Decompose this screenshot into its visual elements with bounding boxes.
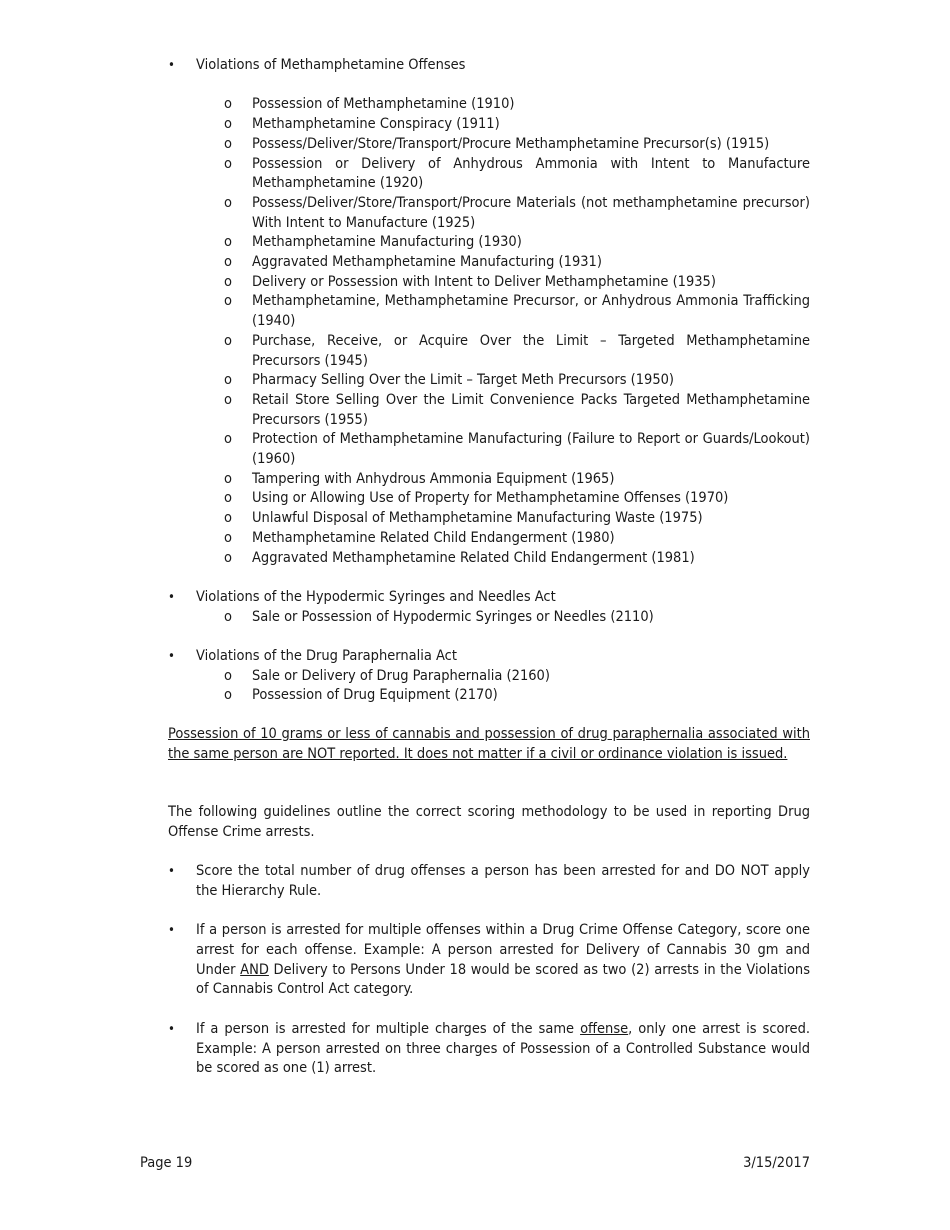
list-item: o Pharmacy Selling Over the Limit – Target Meth Precursors (1950) [168,371,810,391]
scoring-rule-1: • Score the total number of drug offenses a person has been arrested for and DO NOT apply the Hierarchy Rule. [168,863,810,899]
page-content [168,56,810,1079]
emphasis-and: AND [240,961,269,978]
sub-bullet-icon: o [224,490,232,507]
page-number: Page 19 [140,1155,193,1171]
list-item: o Sale or Possession of Hypodermic Syringes or Needles (2110) [168,608,810,628]
bullet-icon: • [168,923,175,939]
list-item: o Possession of Methamphetamine (1910) [168,95,810,115]
section-methamphetamine [168,56,810,76]
cannabis-note: Possession of 10 grams or less of cannabis and possession of drug paraphernalia associated with the same person are NOT reported. It does not matter if a civil or ordinance violation is issued. [168,726,810,763]
list-item: o Delivery or Possession with Intent to Deliver Methamphetamine (1935) [168,273,810,293]
sub-bullet-icon: o [224,332,232,349]
emphasis-offense: offense [580,1020,629,1037]
sub-bullet-icon: o [224,254,232,271]
sub-bullet-icon: o [224,96,232,113]
sub-bullet-icon: o [224,273,232,290]
list-item: o Possession or Delivery of Anhydrous Ammonia with Intent to Manufacture Methamphetamine (1920) [224,155,810,192]
sub-bullet-icon: o [224,667,232,684]
bullet-icon: • [168,1021,175,1037]
sub-bullet-icon: o [224,234,232,251]
sub-bullet-icon: o [224,116,232,133]
list-item: o Retail Store Selling Over the Limit Convenience Packs Targeted Methamphetamine Precursors (1955) [224,391,810,428]
document-date: 3/15/2017 [743,1155,810,1171]
list-item: o Possess/Deliver/Store/Transport/Procure Materials (not methamphetamine precursor) With Intent to Manufacture (1925) [224,194,810,231]
list-item: o Methamphetamine Manufacturing (1930) [168,233,810,253]
hypodermic-offense-list [168,608,810,628]
section-title: Violations of Methamphetamine Offenses [196,57,466,73]
bullet-icon: • [168,589,175,605]
section-paraphernalia [168,647,810,667]
sub-bullet-icon: o [224,293,232,310]
sub-bullet-icon: o [224,155,232,172]
list-item: o Possess/Deliver/Store/Transport/Procure Methamphetamine Precursor(s) (1915) [168,135,810,155]
list-item: o Aggravated Methamphetamine Related Child Endangerment (1981) [168,549,810,569]
sub-bullet-icon: o [224,372,232,389]
list-item: o Unlawful Disposal of Methamphetamine Manufacturing Waste (1975) [168,509,810,529]
list-item: o Methamphetamine Related Child Endangerment (1980) [168,529,810,549]
list-item: o Possession of Drug Equipment (2170) [168,686,810,706]
list-item: o Using or Allowing Use of Property for Methamphetamine Offenses (1970) [168,489,810,509]
paraphernalia-offense-list [168,667,810,706]
sub-bullet-icon: o [224,549,232,566]
methamphetamine-offense-list [168,95,810,568]
sub-bullet-icon: o [224,135,232,152]
list-item: o Aggravated Methamphetamine Manufacturing (1931) [168,253,810,273]
sub-bullet-icon: o [224,608,232,625]
bullet-icon: • [168,58,175,73]
list-item: o Methamphetamine, Methamphetamine Precursor, or Anhydrous Ammonia Trafficking (1940) [224,293,810,330]
sub-bullet-icon: o [224,687,232,704]
bullet-icon: • [168,864,175,880]
section-hypodermic [168,588,810,608]
bullet-icon: • [168,649,175,665]
list-item: o Methamphetamine Conspiracy (1911) [168,115,810,135]
list-item: o Sale or Delivery of Drug Paraphernalia (2160) [168,667,810,687]
scoring-rule-2: • If a person is arrested for multiple offenses within a Drug Crime Offense Category, score one arrest for each offense. Example: A person arrested for Delivery of Cannabis 30 gm and Under AND Delivery to Persons Under 18 would be scored as two (2) arrests in the Violations of Cannabis Control Act category. [168,922,810,998]
sub-bullet-icon: o [224,194,232,211]
list-item: o Purchase, Receive, or Acquire Over the Limit – Targeted Methamphetamine Precursors (1945) [224,332,810,369]
sub-bullet-icon: o [224,470,232,487]
guidelines-intro: The following guidelines outline the correct scoring methodology to be used in reporting Drug Offense Crime arrests. [168,804,810,840]
list-item: o Protection of Methamphetamine Manufacturing (Failure to Report or Guards/Lookout) (1960) [224,431,810,468]
scoring-rule-3: • If a person is arrested for multiple charges of the same offense, only one arrest is scored. Example: A person arrested on three charges of Possession of a Controlled Substance would be scored as one (1) arrest. [168,1020,810,1077]
section-title: Violations of the Drug Paraphernalia Act [196,648,457,665]
sub-bullet-icon: o [224,431,232,448]
list-item: o Tampering with Anhydrous Ammonia Equipment (1965) [168,470,810,490]
sub-bullet-icon: o [224,510,232,527]
sub-bullet-icon: o [224,529,232,546]
section-title: Violations of the Hypodermic Syringes and Needles Act [196,588,556,605]
sub-bullet-icon: o [224,391,232,408]
